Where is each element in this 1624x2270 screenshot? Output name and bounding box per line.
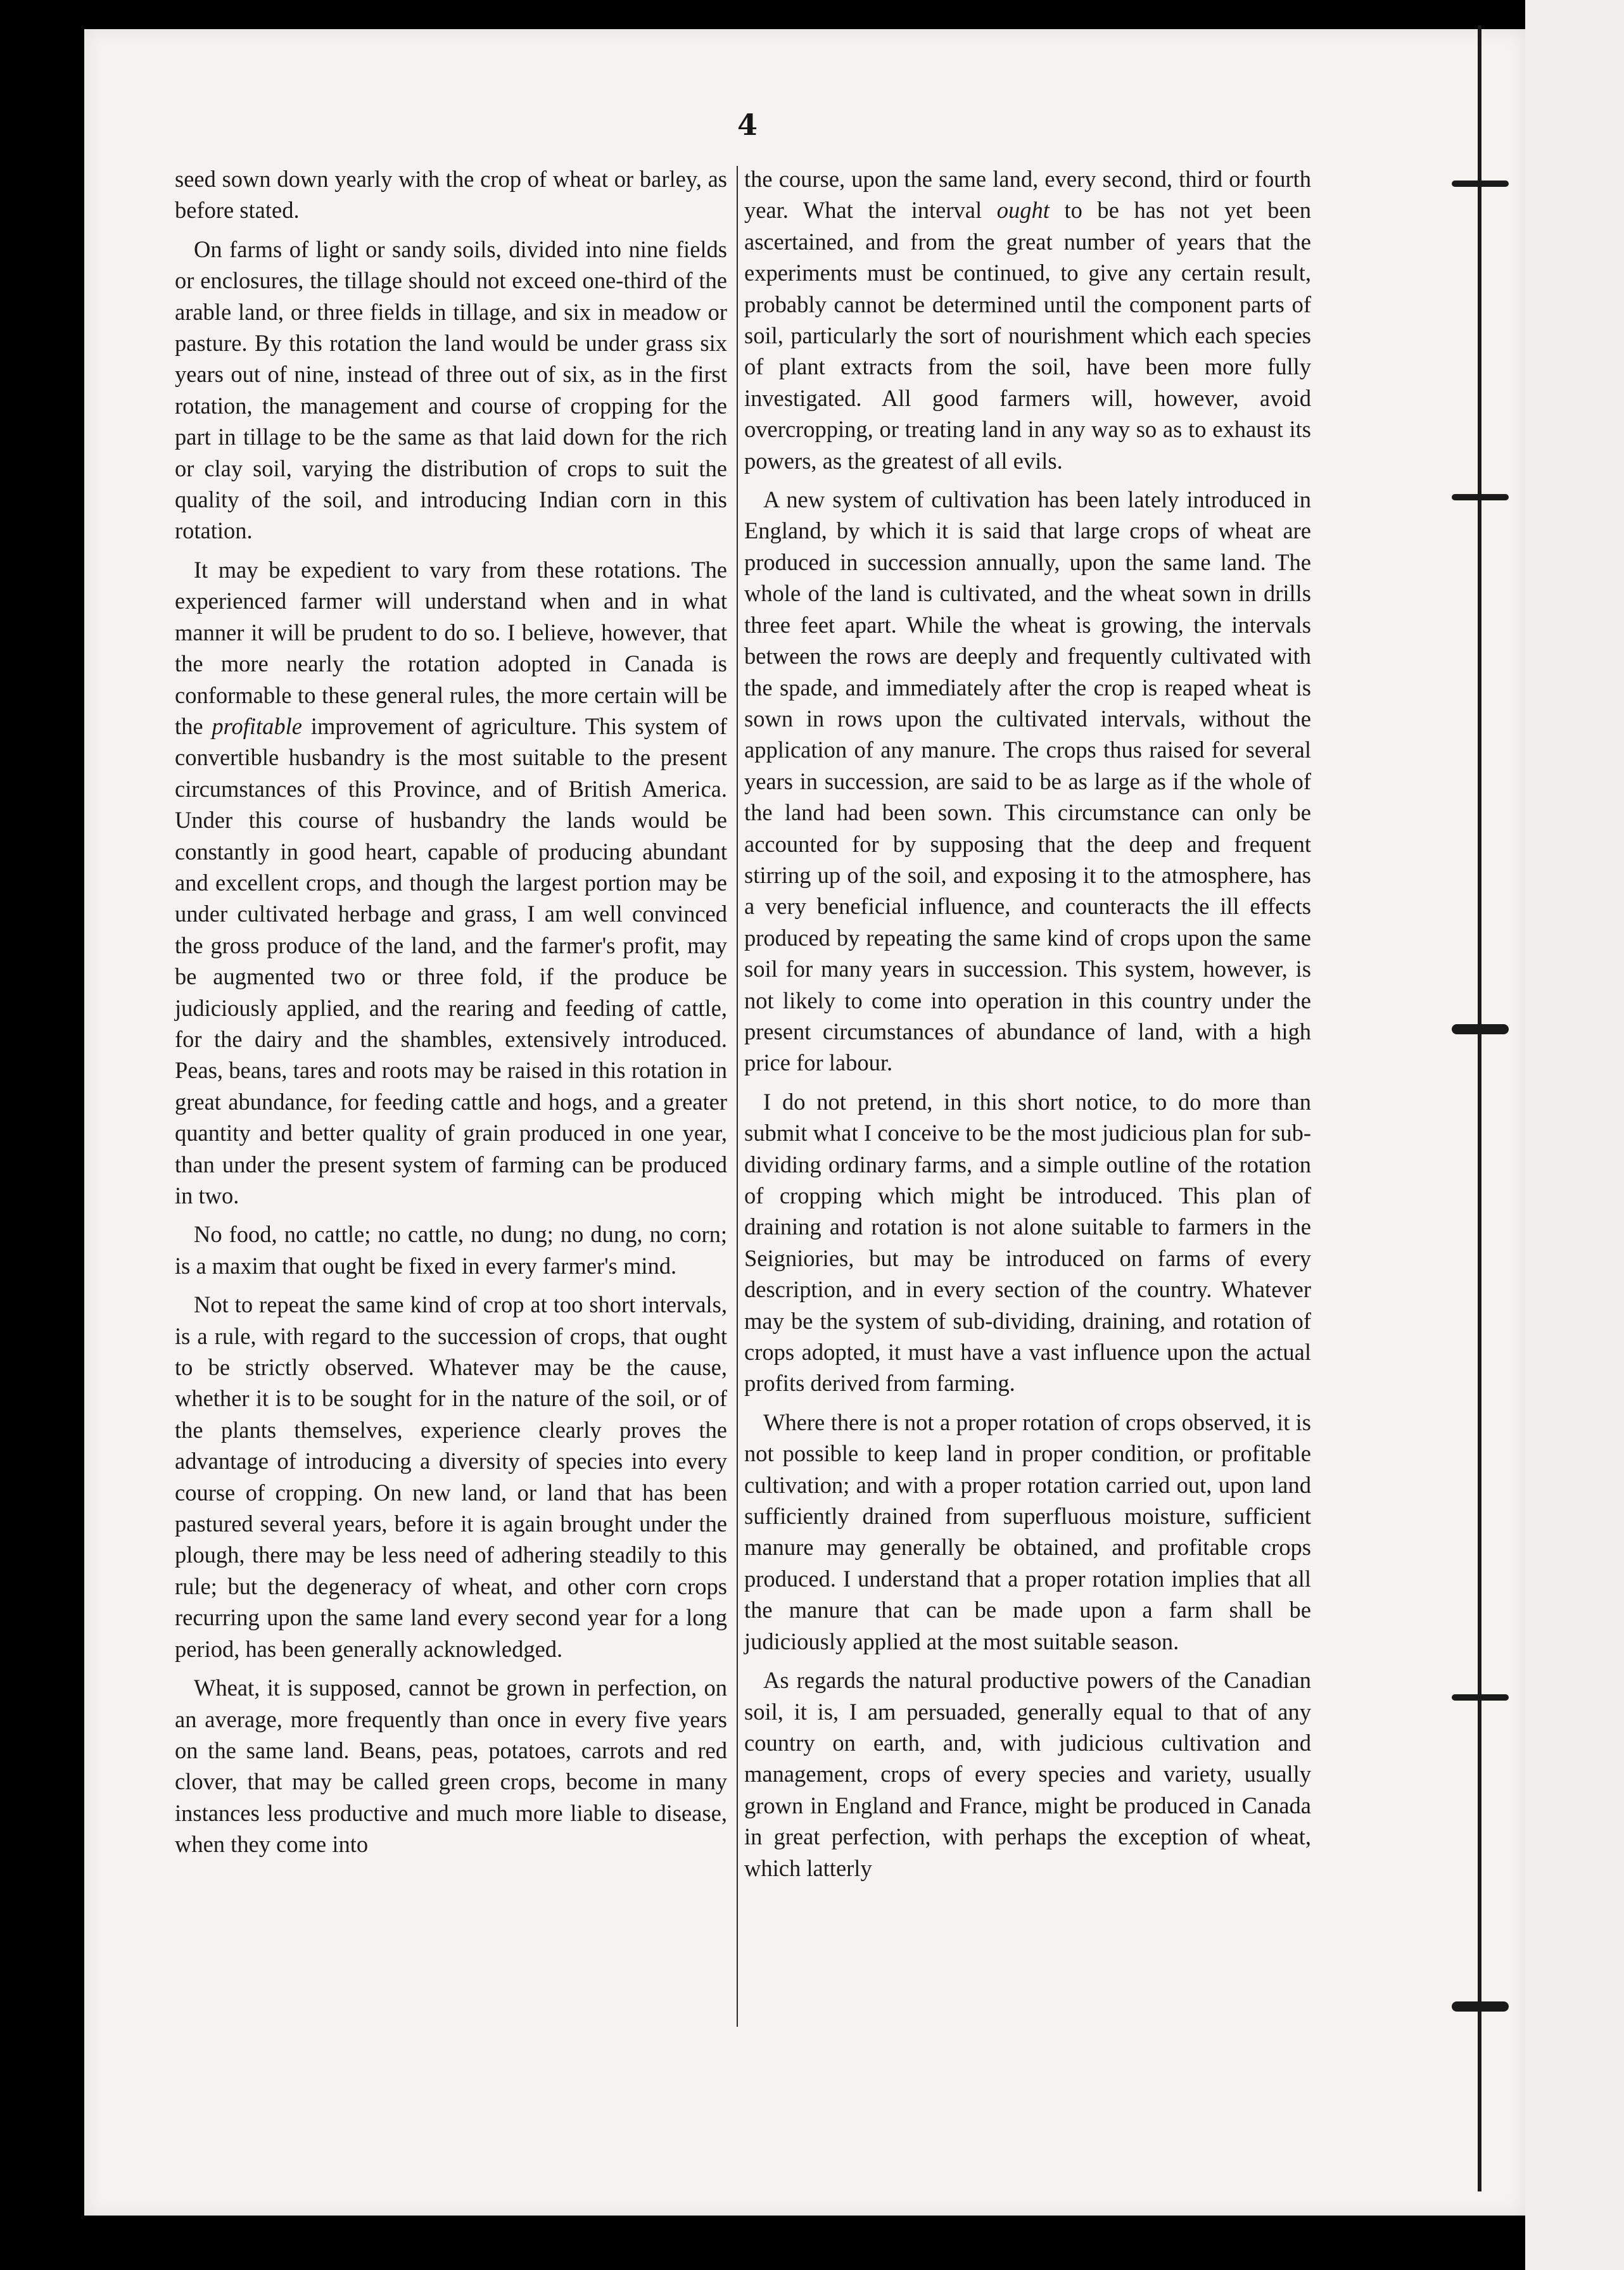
- margin-rule: [1478, 25, 1481, 2191]
- paragraph-text: It may be expedient to vary from these rotations. The experienced farmer will understand when and in what manner it will be prudent to do so. I believe, however, that the more nearly the rotation adopted in Canada is conformable to these general rules, the more certain will be the: [175, 556, 727, 739]
- right-column: [744, 163, 1311, 1891]
- paragraph: [175, 554, 727, 1212]
- margin-mark: [1452, 1694, 1509, 1701]
- margin-mark: [1452, 181, 1509, 187]
- page-number: 4: [737, 108, 758, 142]
- paragraph: A new system of cultivation has been lately introduced in England, by which it is said that large crops of wheat are produced in succession annually, upon the same land. The whole of the land is cultivated, and the wheat sown in drills three feet apart. While the wheat is growing, the intervals between the rows are deeply and frequently cultivated with the spade, and immediately after the crop is reaped wheat is sown in rows upon the cultivated intervals, without the application of any manure. The crops thus raised for several years in succession, are said to be as large as if the whole of the land had been sown. This circumstance can only be accounted for by supposing that the deep and frequent stirring up of the soil, and exposing it to the atmosphere, has a very beneficial influence, and counteracts the ill effects produced by repeating the same kind of crops upon the same soil for many years in succession. This system, however, is not likely to come into operation in this country under the present circumstances of abundance of land, with a high price for labour.: [744, 486, 1311, 1076]
- paragraph: No food, no cattle; no cattle, no dung; no dung, no corn; is a maxim that ought be fixed in every farmer's mind.: [175, 1221, 727, 1279]
- italic-word: ought: [996, 197, 1050, 224]
- paragraph: I do not pretend, in this short notice, to do more than submit what I conceive to be the most judicious plan for sub-dividing ordinary farms, and a simple outline of the rotation of cropping which might be introduced. This plan of draining and rotation is not alone suitable to farmers in the Seigniories, but may be introduced on farms of every description, and in every section of the country. Whatever may be the system of sub-dividing, draining, and rotation of crops adopted, it must have a vast influence upon the actual profits derived from farming.: [744, 1088, 1311, 1397]
- paragraph-text: improvement of agriculture. This system of convertible husbandry is the most suitable to the present circumstances of this Province, and of British America. Under this course of husbandry the lands would be constantly in good heart, capable of producing abundant and excellent crops, and though the largest portion may be under cultivated herbage and grass, I am well convinced the gross produce of the land, and the farmer's profit, may be augmented two or three fold, if the produce be judiciously applied, and the rearing and feeding of cattle, for the dairy and the shambles, extensively introduced. Peas, beans, tares and roots may be raised in this rotation in great abundance, for feeding cattle and hogs, and a greater quantity and better quality of grain produced in one year, than under the present system of farming can be produced in two.: [175, 713, 728, 1208]
- left-column: [175, 163, 727, 1868]
- paragraph-text: to be has not yet been ascertained, and from the great number of years that the experiments must be continued, to give any certain result, probably cannot be determined until the component parts of soil, particularly the sort of nourishment which each species of plant extracts from the soil, have been more fully investigated. All good farmers will, however, avoid overcropping, or treating land in any way so as to exhaust its powers, as the greatest of all evils.: [744, 197, 1311, 474]
- paragraph: Where there is not a proper rotation of crops observed, it is not possible to keep land in proper condition, or profitable cultivation; and with a proper rotation carried out, upon land sufficiently drained from superfluous moisture, sufficient manure may generally be obtained, and profitable crops produced. I understand that a proper rotation implies that all the manure that can be made upon a farm shall be judiciously applied at the most suitable season.: [744, 1409, 1311, 1654]
- margin-mark: [1452, 2001, 1509, 2012]
- margin-mark: [1452, 1024, 1509, 1034]
- margin-mark: [1452, 494, 1509, 500]
- paragraph: Not to repeat the same kind of crop at too short intervals, is a rule, with regard to the succession of crops, that ought to be strictly observed. Whatever may be the cause, whether it is to be sought for in the nature of the soil, or of the plants themselves, experience clearly proves the advantage of introducing a diversity of species into every course of cropping. On new land, or land that has been pastured several years, before it is again brought under the plough, there may be less need of adhering steadily to this rule; but the degeneracy of wheat, and other corn crops recurring upon the same land every second year for a long period, has been generally acknowledged.: [175, 1291, 727, 1662]
- paragraph: As regards the natural productive powers of the Canadian soil, it is, I am persuaded, generally equal to that of any country on earth, and, with judicious cultivation and management, crops of every species and variety, usually grown in England and France, might be produced in Canada in great perfection, with perhaps the exception of wheat, which latterly: [744, 1667, 1311, 1881]
- adjacent-page-edge: [1525, 0, 1624, 2270]
- paragraph: Wheat, it is supposed, cannot be grown in perfection, on an average, more frequently than once in every five years on the same land. Beans, peas, potatoes, carrots and red clover, that may be called green crops, become in many instances less productive and much more liable to disease, when they come into: [175, 1675, 727, 1858]
- column-divider: [737, 166, 738, 2027]
- italic-word: profitable: [212, 713, 303, 739]
- paragraph: [744, 163, 1311, 476]
- paragraph: seed sown down yearly with the crop of wheat or barley, as before stated.: [175, 166, 727, 224]
- paragraph-text: the course, upon the same land, every second, third or fourth year. What the interval: [744, 166, 1311, 224]
- paragraph: On farms of light or sandy soils, divided into nine fields or enclosures, the tillage should not exceed one-third of the arable land, or three fields in tillage, and six in meadow or pasture. By this rotation the land would be under grass six years out of nine, instead of three out of six, as in the first rotation, the management and course of cropping for the part in tillage to be the same as that laid down for the rich or clay soil, varying the distribution of crops to suit the quality of the soil, and introducing Indian corn in this rotation.: [175, 236, 727, 544]
